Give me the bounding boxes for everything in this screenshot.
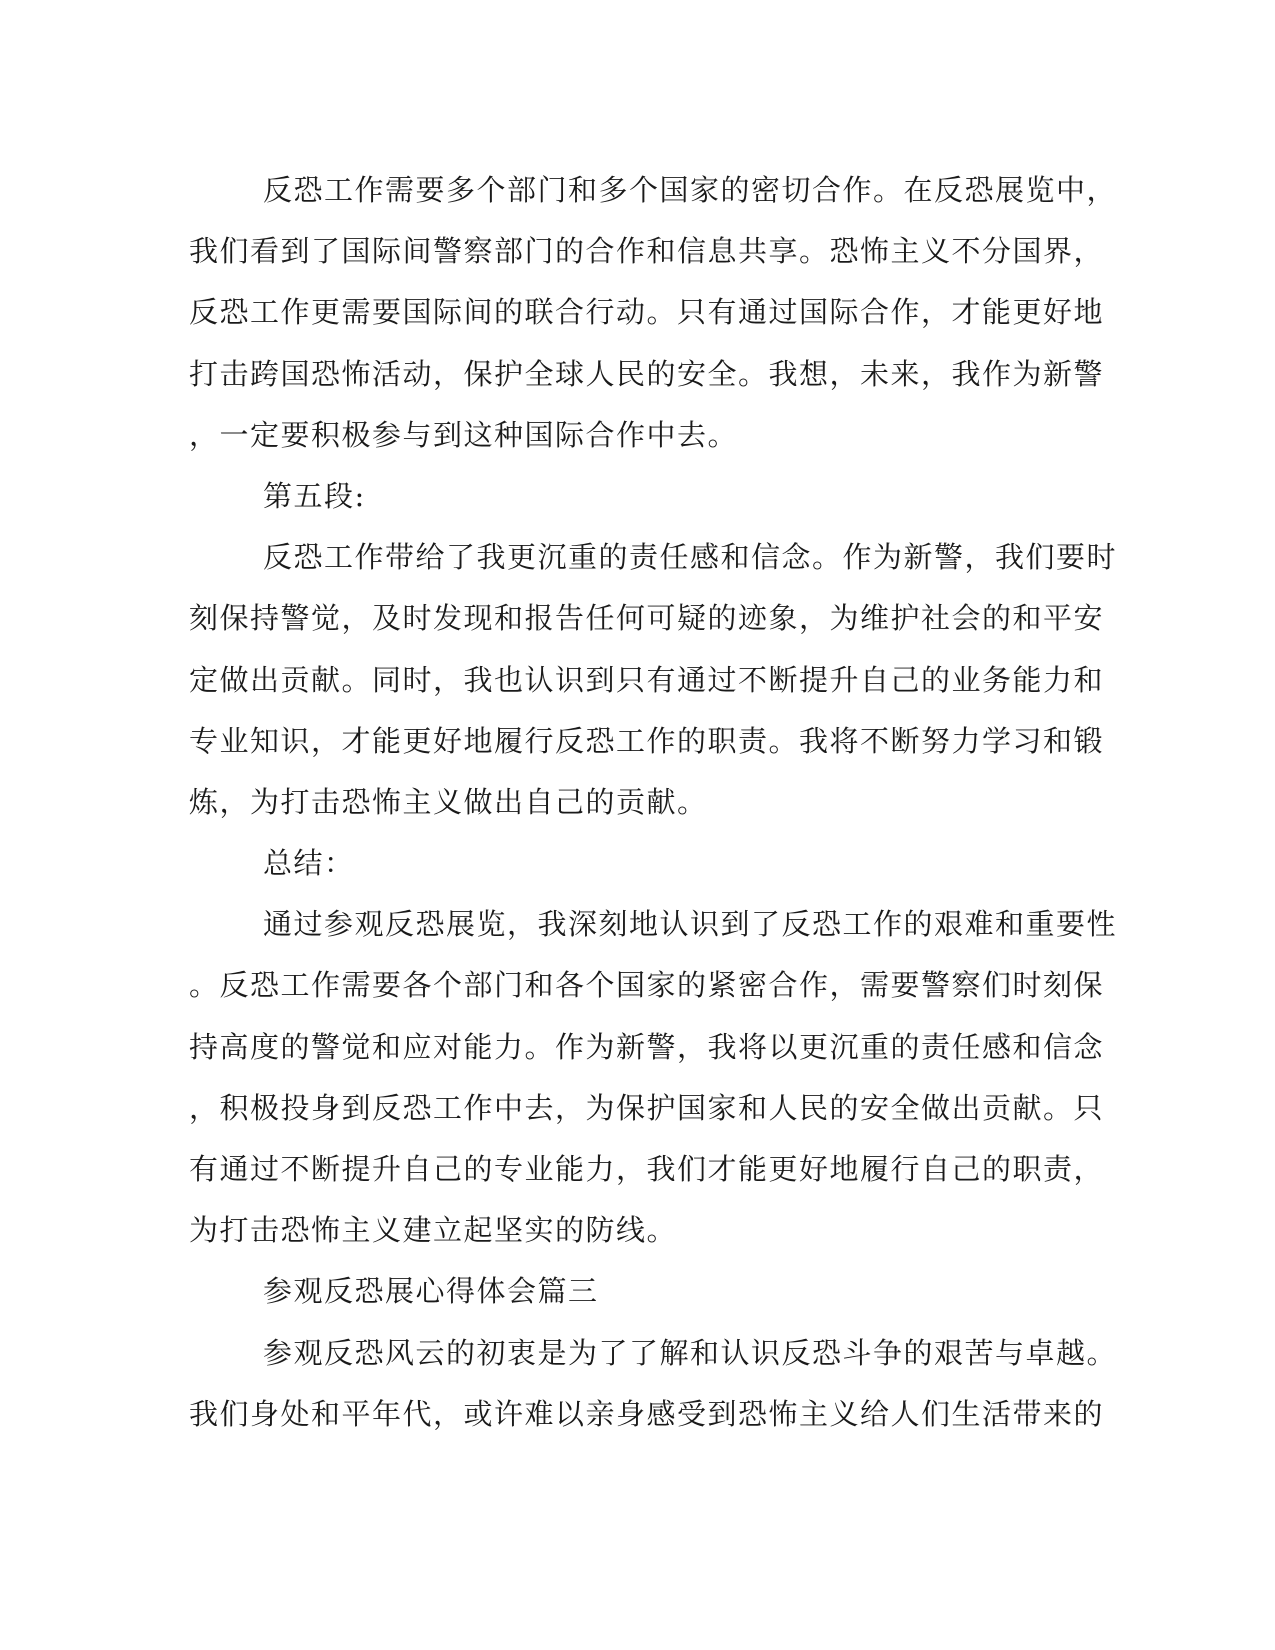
paragraph-line: 反恐工作带给了我更沉重的责任感和信念。作为新警，我们要时 [263,540,1118,575]
paragraph-line: 通过参观反恐展览，我深刻地认识到了反恐工作的艰难和重要性 [263,907,1118,942]
paragraph-line: 有通过不断提升自己的专业能力，我们才能更好地履行自己的职责， [189,1152,1105,1186]
paragraph-line: 打击跨国恐怖活动，保护全球人民的安全。我想，未来，我作为新警 [189,356,1105,391]
paragraph-line: 炼，为打击恐怖主义做出自己的贡献。 [189,784,708,819]
paragraph-line: 我们看到了国际间警察部门的合作和信息共享。恐怖主义不分国界， [189,234,1105,269]
paragraph-line: 专业知识，才能更好地履行反恐工作的职责。我将不断努力学习和锻 [189,723,1105,758]
paragraph-line: 反恐工作需要多个部门和多个国家的密切合作。在反恐展览中， [263,173,1118,207]
paragraph-line: 我们身处和平年代，或许难以亲身感受到恐怖主义给人们生活带来的 [189,1396,1105,1431]
paragraph-line: 为打击恐怖主义建立起坚实的防线。 [189,1213,678,1248]
paragraph-line: 参观反恐风云的初衷是为了了解和认识反恐斗争的艰苦与卓越。 [263,1335,1118,1370]
paragraph-line: ，积极投身到反恐工作中去，为保护国家和人民的安全做出贡献。只 [189,1090,1105,1125]
paragraph-line: 反恐工作更需要国际间的联合行动。只有通过国际合作，才能更好地 [189,295,1105,330]
document-body [189,160,1118,1445]
section-heading-fifth: 第五段: [263,478,366,513]
paragraph-line: 定做出贡献。同时，我也认识到只有通过不断提升自己的业务能力和 [189,662,1105,697]
paragraph-line: 。反恐工作需要各个部门和各个国家的紧密合作，需要警察们时刻保 [189,968,1105,1003]
paragraph-line: 刻保持警觉，及时发现和报告任何可疑的迹象，为维护社会的和平安 [189,601,1105,636]
paragraph-line: ，一定要积极参与到这种国际合作中去。 [189,417,739,452]
paragraph-line: 持高度的警觉和应对能力。作为新警，我将以更沉重的责任感和信念 [189,1029,1105,1064]
article-title-part-three: 参观反恐展心得体会篇三 [263,1274,599,1309]
section-heading-summary: 总结： [263,846,355,881]
